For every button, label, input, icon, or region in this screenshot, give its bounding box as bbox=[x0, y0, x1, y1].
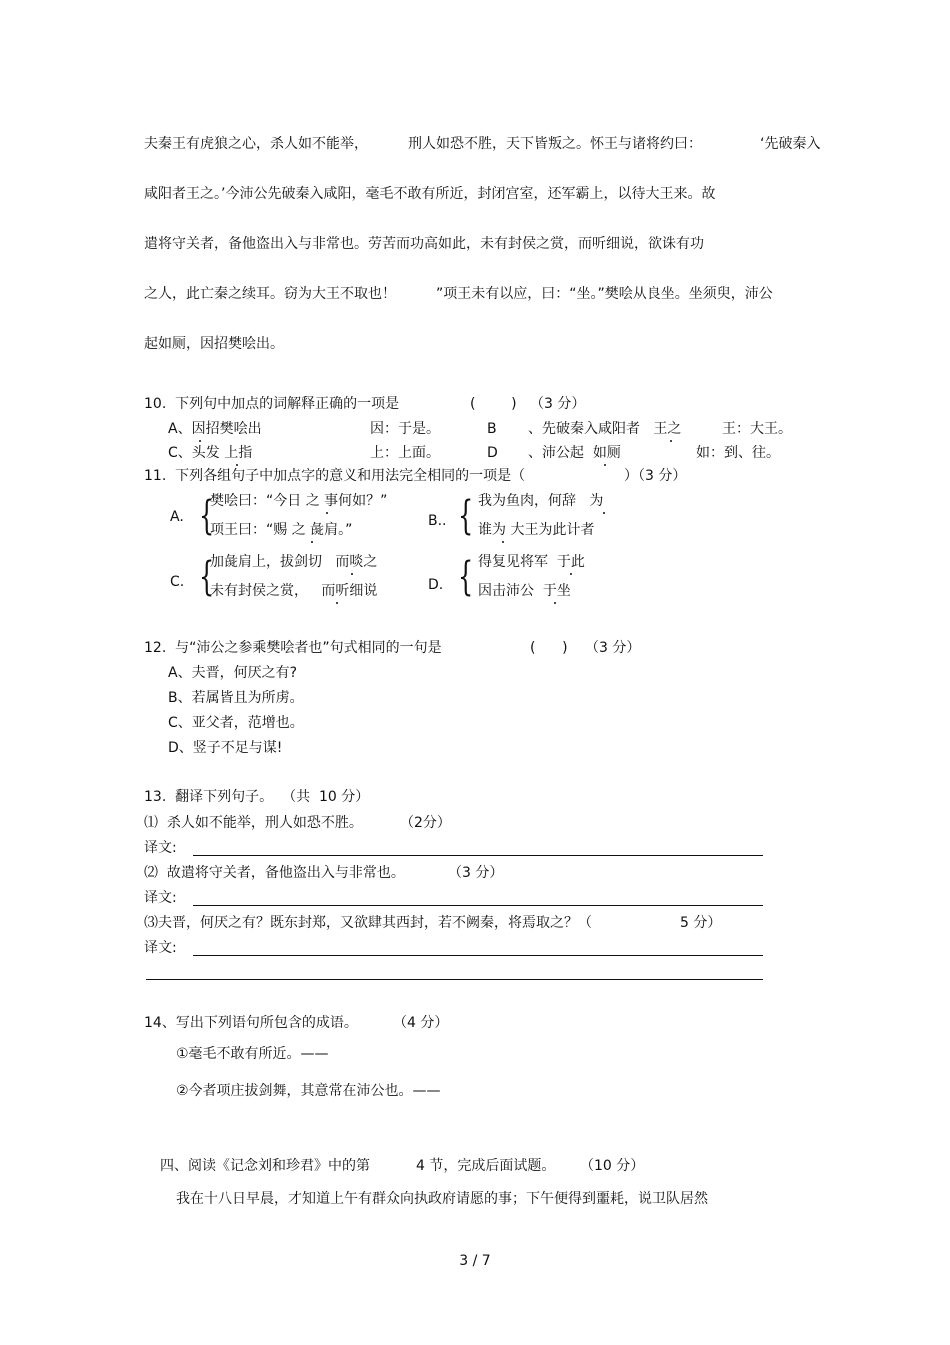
passage-line-2: 咸阳者王之。’今沛公先破秦入咸阳，毫毛不敢有所近，封闭宫室，还军霸上，以待大王来。故 bbox=[144, 186, 716, 202]
emphasis-dot bbox=[554, 602, 556, 604]
q11-b-line2: 谁为 大王为此计者 bbox=[478, 522, 595, 538]
answer-line[interactable] bbox=[146, 979, 763, 980]
page-number: 3 / 7 bbox=[459, 1253, 491, 1269]
q14-item-1: ①毫毛不敢有所近。—— bbox=[176, 1046, 329, 1062]
q13-sentence-3-score: 5 分） bbox=[680, 915, 722, 931]
emphasis-dot bbox=[311, 541, 313, 543]
passage-line-4b: ”项王未有以应，曰：“坐。”樊哙从良坐。坐须臾，沛公 bbox=[436, 286, 773, 302]
emphasis-dot bbox=[604, 464, 606, 466]
q11-d-line2: 因击沛公 于坐 bbox=[478, 583, 571, 599]
q10-option-b-gloss: 王：大王。 bbox=[722, 421, 792, 437]
emphasis-dot bbox=[326, 512, 328, 514]
q10-stem: 10. 下列句中加点的词解释正确的一项是 bbox=[144, 396, 400, 412]
brace-icon: { bbox=[199, 554, 215, 600]
answer-line[interactable] bbox=[193, 955, 763, 956]
q13-sentence-1: ⑴ 杀人如不能举，刑人如恐不胜。 bbox=[144, 815, 363, 831]
emphasis-dot bbox=[570, 573, 572, 575]
q13-sentence-2-score: （3 分） bbox=[448, 865, 504, 881]
q11-stem: 11. 下列各组句子中加点字的意义和用法完全相同的一项是（ bbox=[144, 468, 526, 484]
section4-score: （10 分） bbox=[580, 1158, 645, 1174]
q10-option-d-letter: D bbox=[487, 445, 498, 461]
brace-icon: { bbox=[458, 493, 474, 539]
q11-a-line2: 项王曰：“赐 之 彘肩。” bbox=[210, 522, 353, 538]
emphasis-dot bbox=[351, 573, 353, 575]
q10-option-b: 、先破秦入咸阳者 王之 bbox=[528, 421, 682, 437]
q11-score: ）（3 分） bbox=[624, 468, 687, 484]
brace-icon: { bbox=[199, 493, 215, 539]
q12-option: A、夫晋，何厌之有? bbox=[168, 665, 298, 681]
q11-d-line1: 得复见将军 于此 bbox=[478, 554, 585, 570]
answer-line[interactable] bbox=[193, 855, 763, 856]
answer-line[interactable] bbox=[193, 905, 763, 906]
q10-option-d-gloss: 如：到、往。 bbox=[696, 445, 780, 461]
q11-label-a: A. bbox=[170, 509, 184, 525]
q11-c-line1: 加彘肩上，拔剑切 而啖之 bbox=[210, 554, 378, 570]
q12-option: B、若属皆且为所虏。 bbox=[168, 690, 304, 706]
q11-b-line1: 我为鱼肉，何辞 为 bbox=[478, 493, 604, 509]
q11-label-c: C. bbox=[170, 574, 185, 590]
q13-stem: 13. 翻译下列句子。 （共 10 分） bbox=[144, 789, 370, 805]
q10-option-a: A、因招樊哙出 bbox=[168, 421, 262, 437]
q11-a-line1: 樊哙曰：“今日 之 事何如？” bbox=[210, 493, 388, 509]
q14-stem: 14、写出下列语句所包含的成语。 bbox=[144, 1015, 358, 1031]
emphasis-dot bbox=[199, 440, 201, 442]
q12-option: D、竖子不足与谋! bbox=[168, 740, 283, 756]
passage-line-5: 起如厕，因招樊哙出。 bbox=[144, 336, 284, 352]
q13-answer-label: 译文: bbox=[144, 890, 177, 906]
section4-text: 我在十八日早晨，才知道上午有群众向执政府请愿的事；下午便得到噩耗，说卫队居然 bbox=[176, 1191, 708, 1207]
q10-option-c: C、头发 上指 bbox=[168, 445, 253, 461]
q13-sentence-2: ⑵ 故遣将守关者，备他盗出入与非常也。 bbox=[144, 865, 405, 881]
q10-paren: ( ) bbox=[470, 396, 517, 412]
passage-line-1b: 刑人如恐不胜，天下皆叛之。怀王与诸将约曰： bbox=[408, 136, 702, 152]
q10-option-a-gloss: 因：于是。 bbox=[370, 421, 440, 437]
q13-sentence-3: ⑶夫晋，何厌之有？既东封郑，又欲肆其西封，若不阙秦，将焉取之？（ bbox=[144, 915, 592, 931]
q10-option-c-gloss: 上：上面。 bbox=[370, 445, 440, 461]
emphasis-dot bbox=[336, 602, 338, 604]
passage-line-3: 遣将守关者，备他盗出入与非常也。劳苦而功高如此，未有封侯之赏，而听细说，欲诛有功 bbox=[144, 236, 704, 252]
q10-score: （3 分） bbox=[530, 396, 586, 412]
q10-option-d: 、沛公起 如厕 bbox=[528, 445, 621, 461]
q12-paren: ( ) bbox=[530, 640, 568, 656]
q14-score: （4 分） bbox=[393, 1015, 449, 1031]
q11-label-b: B.. bbox=[428, 513, 447, 529]
q12-score: （3 分） bbox=[585, 640, 641, 656]
q12-option: C、亚父者，范增也。 bbox=[168, 715, 304, 731]
q13-answer-label: 译文: bbox=[144, 940, 177, 956]
emphasis-dot bbox=[236, 464, 238, 466]
brace-icon: { bbox=[458, 554, 474, 600]
passage-line-1c: ‘先破秦入 bbox=[760, 136, 821, 152]
section4-heading: 四、阅读《记念刘和珍君》中的第 bbox=[160, 1158, 370, 1174]
q14-item-2: ②今者项庄拔剑舞，其意常在沛公也。—— bbox=[176, 1083, 441, 1099]
q10-option-b-letter: B bbox=[487, 421, 497, 437]
q11-c-line2: 未有封侯之赏， 而听细说 bbox=[210, 583, 378, 599]
section4-heading-num: 4 节，完成后面试题。 bbox=[416, 1158, 556, 1174]
passage-line-4a: 之人，此亡秦之续耳。窃为大王不取也！ bbox=[144, 286, 396, 302]
passage-line-1a: 夫秦王有虎狼之心，杀人如不能举， bbox=[144, 136, 368, 152]
q12-stem: 12. 与“沛公之参乘樊哙者也”句式相同的一句是 bbox=[144, 640, 442, 656]
q13-answer-label: 译文: bbox=[144, 840, 177, 856]
q11-label-d: D. bbox=[428, 577, 444, 593]
emphasis-dot bbox=[603, 512, 605, 514]
emphasis-dot bbox=[670, 440, 672, 442]
emphasis-dot bbox=[502, 541, 504, 543]
q13-sentence-1-score: （2分） bbox=[400, 815, 451, 831]
